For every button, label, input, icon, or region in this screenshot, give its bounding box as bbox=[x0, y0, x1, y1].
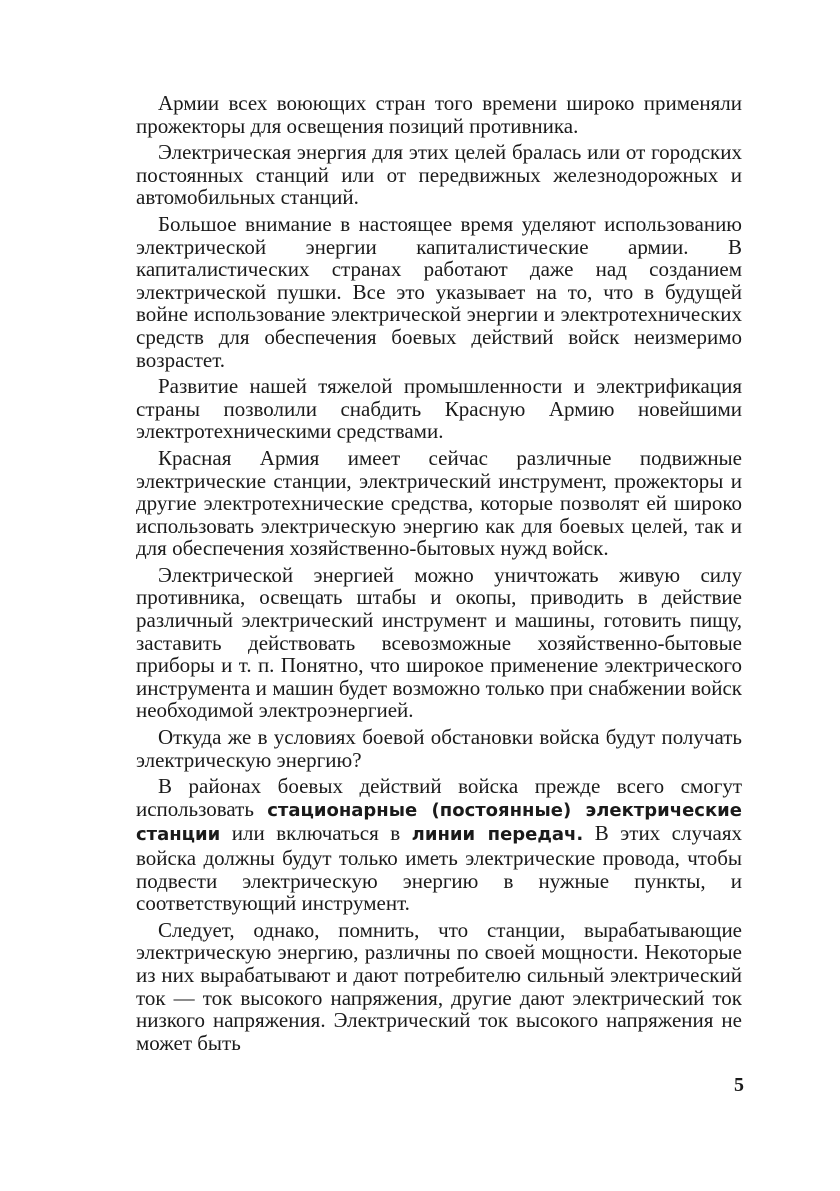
paragraph-5: Красная Армия имеет сейчас различные подвижные электрические станции, электрический инструмент, прожекторы и другие электротехнические средства, которые позволят ей широко использовать электрическую энергию как для боевых целей, так и для обеспечения хозяйственно-бытовых нужд войск. bbox=[136, 445, 742, 561]
paragraph-1: Армии всех воюющих стран того времени широко применяли прожекторы для освещения позиций противника. bbox=[136, 91, 742, 138]
paragraph-9: Следует, однако, помнить, что станции, вырабатывающие электрическую энергию, различны по своей мощности. Некоторые из них вырабатывают и дают потребителю сильный электрический ток — ток высокого напряжения, другие дают электрический ток низкого напряжения. Электрический ток высокого напряжения не может быть bbox=[136, 917, 742, 1055]
paragraph-8-text-2: или включаться в bbox=[220, 821, 412, 846]
term-stationary-stations: стационарные (постоянные) электрические станции bbox=[136, 799, 742, 846]
paragraph-4: Развитие нашей тяжелой промышленности и электрификация страны позволили снабдить Красную Армию новейшими электротехническими средствами. bbox=[136, 374, 742, 444]
paragraph-6: Электрической энергией можно уничтожать живую силу противника, освещать штабы и окопы, приводить в действие различный электрический инструмент и машины, готовить пищу, заставить действовать всевозможные хозяйственно-бытовые приборы и т. п. Понятно, что широкое применение электрического инструмента и машин будет возможно только при снабжении войск необходимой электроэнергией. bbox=[136, 562, 742, 723]
paragraph-8 bbox=[136, 775, 742, 915]
page-number: 5 bbox=[734, 1074, 744, 1096]
paragraph-3: Большое внимание в настоящее время уделяют использованию электрической энергии капиталистические армии. В капиталистических странах работают даже над созданием электрической пушки. Все это указывает на то, что в будущей войне использование электрической энергии и электротехнических средств для обеспечения боевых действий войск неизмеримо возрастет. bbox=[136, 211, 742, 372]
paragraph-8-text-1: В районах боевых действий войска прежде всего смогут использовать bbox=[136, 774, 742, 821]
paragraph-8-text-3: В этих случаях войска должны будут только иметь электрические провода, чтобы подвести электрическую энергию в нужные пункты, и соответствующий инструмент. bbox=[136, 821, 743, 916]
paragraph-2: Электрическая энергия для этих целей бралась или от городских постоянных станций или от передвижных железнодорожных и автомобильных станций. bbox=[136, 140, 742, 210]
page-body bbox=[136, 92, 742, 1054]
term-transmission-lines: линии передач. bbox=[411, 824, 584, 846]
paragraph-7: Откуда же в условиях боевой обстановки войска будут получать электрическую энергию? bbox=[136, 725, 742, 772]
